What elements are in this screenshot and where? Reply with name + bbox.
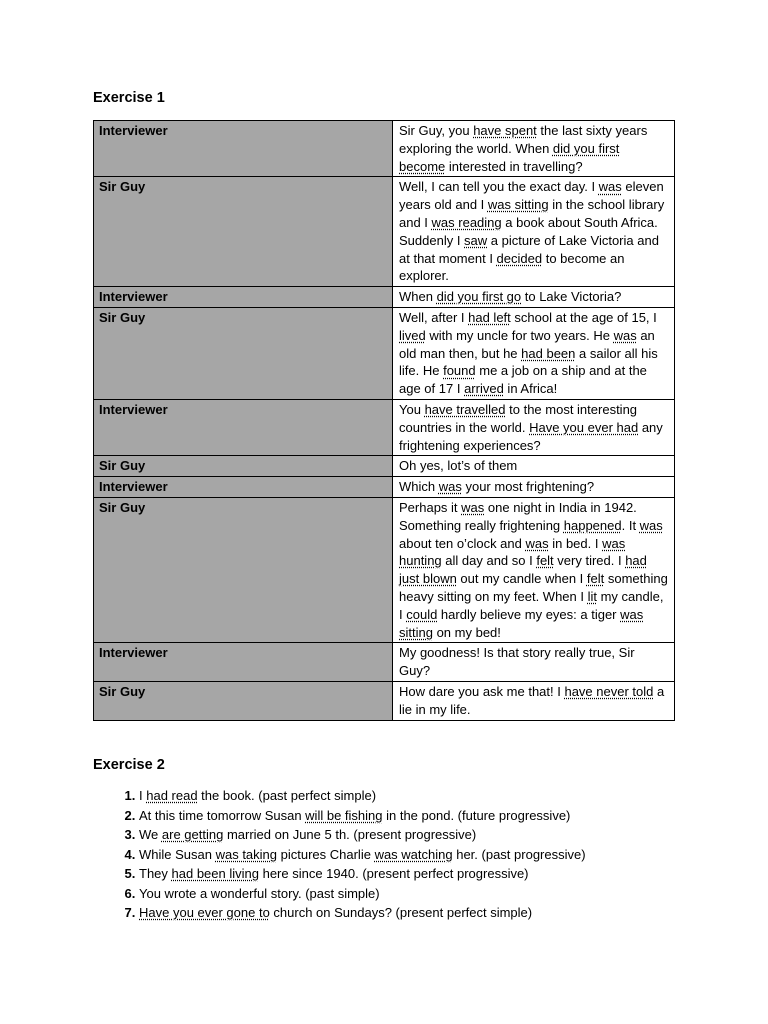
table-row <box>94 177 675 287</box>
text-segment: your most frightening? <box>461 479 595 495</box>
dialogue-cell <box>393 399 675 455</box>
underlined-verb: had just blown <box>399 553 647 587</box>
text-segment: pictures Charlie <box>277 846 375 862</box>
text-segment: a picture of Lake Victoria and at that moment I <box>399 232 659 266</box>
exercise-1-heading: Exercise 1 <box>93 90 165 106</box>
speaker-cell: Interviewer <box>94 121 393 177</box>
text-segment: hardly believe my eyes: a tiger <box>437 606 621 622</box>
speaker-cell: Sir Guy <box>94 456 393 477</box>
table-row <box>94 287 675 308</box>
underlined-verb: found <box>443 363 476 379</box>
underlined-verb: did you first become <box>399 140 620 174</box>
underlined-verb: Have you ever gone to <box>139 905 270 920</box>
list-item <box>139 864 699 884</box>
text-segment: We <box>139 827 162 842</box>
table-row <box>94 121 675 177</box>
text-segment: very tired. I <box>553 553 626 569</box>
underlined-verb: was <box>525 535 549 551</box>
text-segment: Perhaps it <box>399 499 462 515</box>
text-segment: school at the age of 15, I <box>510 309 657 325</box>
text-segment: me a job on a ship and at the age of 17 I <box>399 363 647 397</box>
text-segment: eleven years old and I <box>399 179 664 213</box>
table-row <box>94 307 675 399</box>
underlined-verb: Have you ever had <box>529 419 639 435</box>
speaker-cell: Interviewer <box>94 643 393 682</box>
text-segment: my candle, I <box>399 588 664 622</box>
table-row <box>94 399 675 455</box>
text-segment: a sailor all his life. He <box>399 345 658 379</box>
table-row <box>94 681 675 720</box>
text-segment: interested in travelling? <box>445 158 583 174</box>
text-segment: to the most interesting countries in the world. <box>399 401 638 435</box>
text-segment: My goodness! Is that story really true, Sir Guy? <box>399 645 635 679</box>
text-segment: in the school library and I <box>399 197 665 230</box>
text-segment: out my candle when I <box>456 571 587 587</box>
underlined-verb: was reading <box>431 214 502 230</box>
text-segment: in the pond. (future progressive) <box>382 807 571 823</box>
underlined-verb: was hunting <box>399 535 626 569</box>
underlined-verb: could <box>406 606 438 622</box>
dialogue-cell <box>393 307 675 399</box>
list-item <box>139 903 699 923</box>
text-segment: I <box>139 788 147 803</box>
underlined-verb: are getting <box>161 827 224 842</box>
dialogue-cell <box>393 287 675 308</box>
text-segment: to Lake Victoria? <box>521 289 622 305</box>
text-segment: all day and so I <box>441 553 537 569</box>
underlined-verb: lit <box>587 588 597 604</box>
underlined-verb: was <box>613 327 637 343</box>
text-segment: on my bed! <box>432 624 501 640</box>
underlined-verb: have travelled <box>424 401 506 417</box>
dialogue-cell <box>393 121 675 177</box>
dialogue-cell <box>393 643 675 682</box>
text-segment: her. (past progressive) <box>452 846 586 862</box>
dialogue-cell <box>393 477 675 498</box>
text-segment: one night in India in 1942. Something really frightening <box>399 499 637 533</box>
list-item <box>139 884 699 904</box>
underlined-verb: decided <box>496 250 543 266</box>
text-segment: in Africa! <box>503 381 558 397</box>
text-segment: church on Sundays? (present perfect simple) <box>269 905 533 920</box>
dialogue-cell <box>393 177 675 287</box>
underlined-verb: arrived <box>464 381 504 397</box>
text-segment: about ten o’clock and <box>399 535 526 551</box>
underlined-verb: will be fishing <box>305 807 383 823</box>
text-segment: the last sixty years exploring the world. When <box>399 123 648 156</box>
text-segment: something heavy sitting on my feet. When I <box>399 571 668 604</box>
underlined-verb: was sitting <box>399 606 644 640</box>
underlined-verb: saw <box>464 232 488 248</box>
speaker-cell: Sir Guy <box>94 497 393 642</box>
speaker-cell: Interviewer <box>94 287 393 308</box>
text-segment: While Susan <box>139 846 216 862</box>
underlined-verb: had been living <box>171 866 259 881</box>
text-segment: Well, after I <box>399 309 469 325</box>
text-segment: At this time tomorrow Susan <box>139 807 306 823</box>
list-item <box>139 806 699 826</box>
underlined-verb: have never told <box>564 683 654 699</box>
exercise-2-heading: Exercise 2 <box>93 757 165 773</box>
underlined-verb: did you first go <box>436 289 522 305</box>
text-segment: an old man then, but he <box>399 327 655 361</box>
text-segment: the book. (past perfect simple) <box>197 788 377 803</box>
interview-table <box>93 120 675 721</box>
underlined-verb: was <box>598 179 622 195</box>
underlined-verb: was <box>639 517 663 533</box>
text-segment: You <box>399 401 425 417</box>
dialogue-cell <box>393 456 675 477</box>
text-segment: You wrote a wonderful story. (past simple) <box>139 885 380 901</box>
underlined-verb: was <box>438 479 462 495</box>
text-segment: . It <box>621 517 640 533</box>
speaker-cell: Interviewer <box>94 399 393 455</box>
text-segment: to become an explorer. <box>399 250 625 284</box>
underlined-verb: happened <box>563 517 622 533</box>
exercise-2-list <box>93 786 699 923</box>
list-item <box>139 786 699 806</box>
text-segment: When <box>399 289 437 305</box>
underlined-verb: felt <box>586 571 605 587</box>
dialogue-cell <box>393 681 675 720</box>
text-segment: with my uncle for two years. He <box>425 327 614 343</box>
underlined-verb: was <box>461 499 485 515</box>
speaker-cell: Sir Guy <box>94 307 393 399</box>
list-item <box>139 825 699 845</box>
speaker-cell: Sir Guy <box>94 177 393 287</box>
dialogue-cell <box>393 497 675 642</box>
underlined-verb: was taking <box>215 846 278 862</box>
table-row <box>94 643 675 682</box>
text-segment: Oh yes, lot’s of them <box>399 458 518 474</box>
underlined-verb: had been <box>521 345 576 361</box>
underlined-verb: was watching <box>374 846 453 862</box>
text-segment: married on June 5 th. (present progressive) <box>223 827 477 842</box>
interview-table-body <box>94 121 675 721</box>
underlined-verb: felt <box>536 553 554 569</box>
table-row <box>94 477 675 498</box>
text-segment: a book about South Africa. Suddenly I <box>399 214 658 248</box>
table-row <box>94 497 675 642</box>
underlined-verb: have spent <box>473 123 537 138</box>
text-segment: in bed. I <box>548 535 603 551</box>
text-segment: any frightening experiences? <box>399 419 663 453</box>
text-segment: Well, I can tell you the exact day. I <box>399 179 599 195</box>
text-segment: here since 1940. (present perfect progressive) <box>258 866 529 881</box>
text-segment: Sir Guy, you <box>399 123 474 138</box>
text-segment: a lie in my life. <box>399 683 665 717</box>
speaker-cell: Sir Guy <box>94 681 393 720</box>
underlined-verb: was sitting <box>487 197 549 213</box>
list-item <box>139 845 699 865</box>
table-row <box>94 456 675 477</box>
underlined-verb: lived <box>399 327 426 343</box>
underlined-verb: had read <box>146 788 198 803</box>
speaker-cell: Interviewer <box>94 477 393 498</box>
text-segment: Which <box>399 479 439 495</box>
underlined-verb: had left <box>468 309 511 325</box>
text-segment: They <box>139 866 172 881</box>
text-segment: How dare you ask me that! I <box>399 683 565 699</box>
